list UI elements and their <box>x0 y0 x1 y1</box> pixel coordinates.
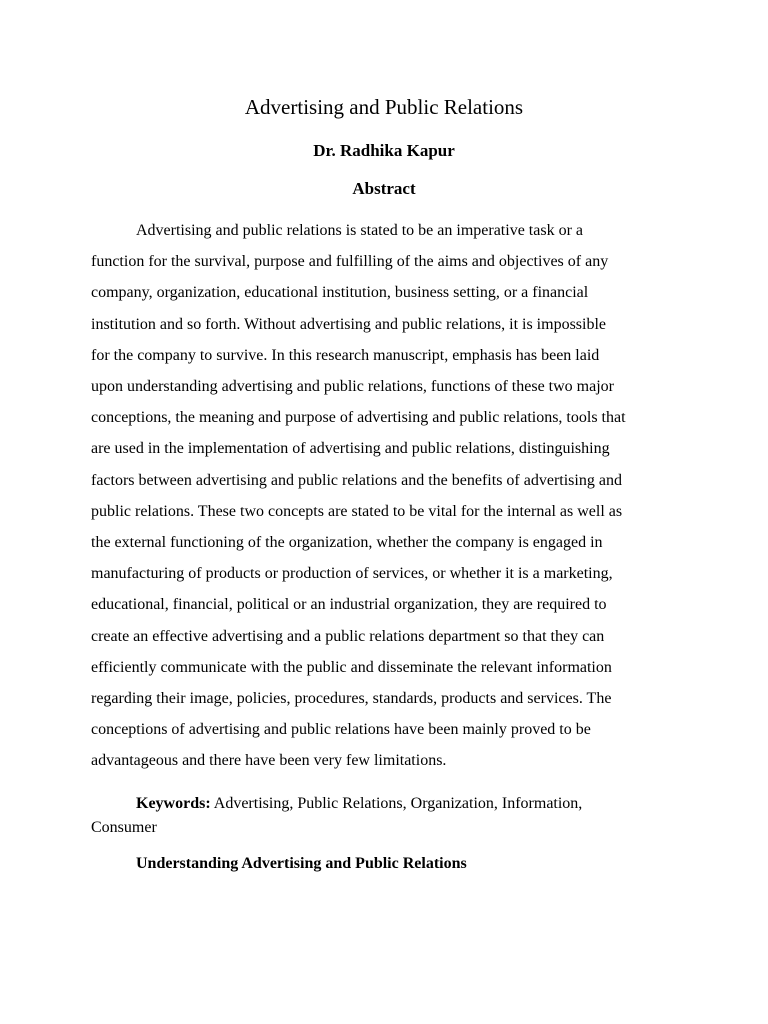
abstract-line: manufacturing of products or production of services, or whether it is a marketing, <box>91 565 613 583</box>
abstract-line: factors between advertising and public relations and the benefits of advertising and <box>91 471 622 489</box>
keywords-line <box>91 792 691 816</box>
abstract-line: function for the survival, purpose and fulfilling of the aims and objectives of any <box>91 253 609 271</box>
abstract-line: institution and so forth. Without advertising and public relations, it is impossible <box>91 315 607 333</box>
abstract-line: regarding their image, policies, procedures, standards, products and services. The <box>91 690 612 708</box>
abstract-line: educational, financial, political or an industrial organization, they are required to <box>91 596 607 614</box>
abstract-line: upon understanding advertising and public relations, functions of these two major <box>91 378 614 396</box>
abstract-heading: Abstract <box>352 179 416 198</box>
keywords-paragraph <box>91 792 691 840</box>
abstract-line: conceptions of advertising and public relations have been mainly proved to be <box>91 721 591 739</box>
abstract-line: Advertising and public relations is stated to be an imperative task or a <box>136 222 583 239</box>
document-title: Advertising and Public Relations <box>244 95 524 119</box>
author-name: Dr. Radhika Kapur <box>313 141 455 160</box>
abstract-line: for the company to survive. In this research manuscript, emphasis has been laid <box>91 346 600 364</box>
section-heading: Understanding Advertising and Public Relations <box>136 855 467 872</box>
abstract-line: conceptions, the meaning and purpose of advertising and public relations, tools that <box>91 409 626 427</box>
keywords-label: Keywords: <box>136 795 211 812</box>
abstract-line: advantageous and there have been very few limitations. <box>91 752 447 770</box>
keywords-list: Advertising, Public Relations, Organization, Information, <box>210 795 583 812</box>
abstract-line: efficiently communicate with the public and disseminate the relevant information <box>91 658 612 676</box>
keywords-line-continued: Consumer <box>91 819 157 836</box>
abstract-line: company, organization, educational institution, business setting, or a financial <box>91 284 589 302</box>
abstract-paragraph <box>91 215 691 777</box>
abstract-line: the external functioning of the organization, whether the company is engaged in <box>91 534 603 552</box>
abstract-line: public relations. These two concepts are stated to be vital for the internal as well as <box>91 502 623 520</box>
abstract-line: create an effective advertising and a public relations department so that they can <box>91 627 605 645</box>
abstract-line: are used in the implementation of advertising and public relations, distinguishing <box>91 440 610 458</box>
